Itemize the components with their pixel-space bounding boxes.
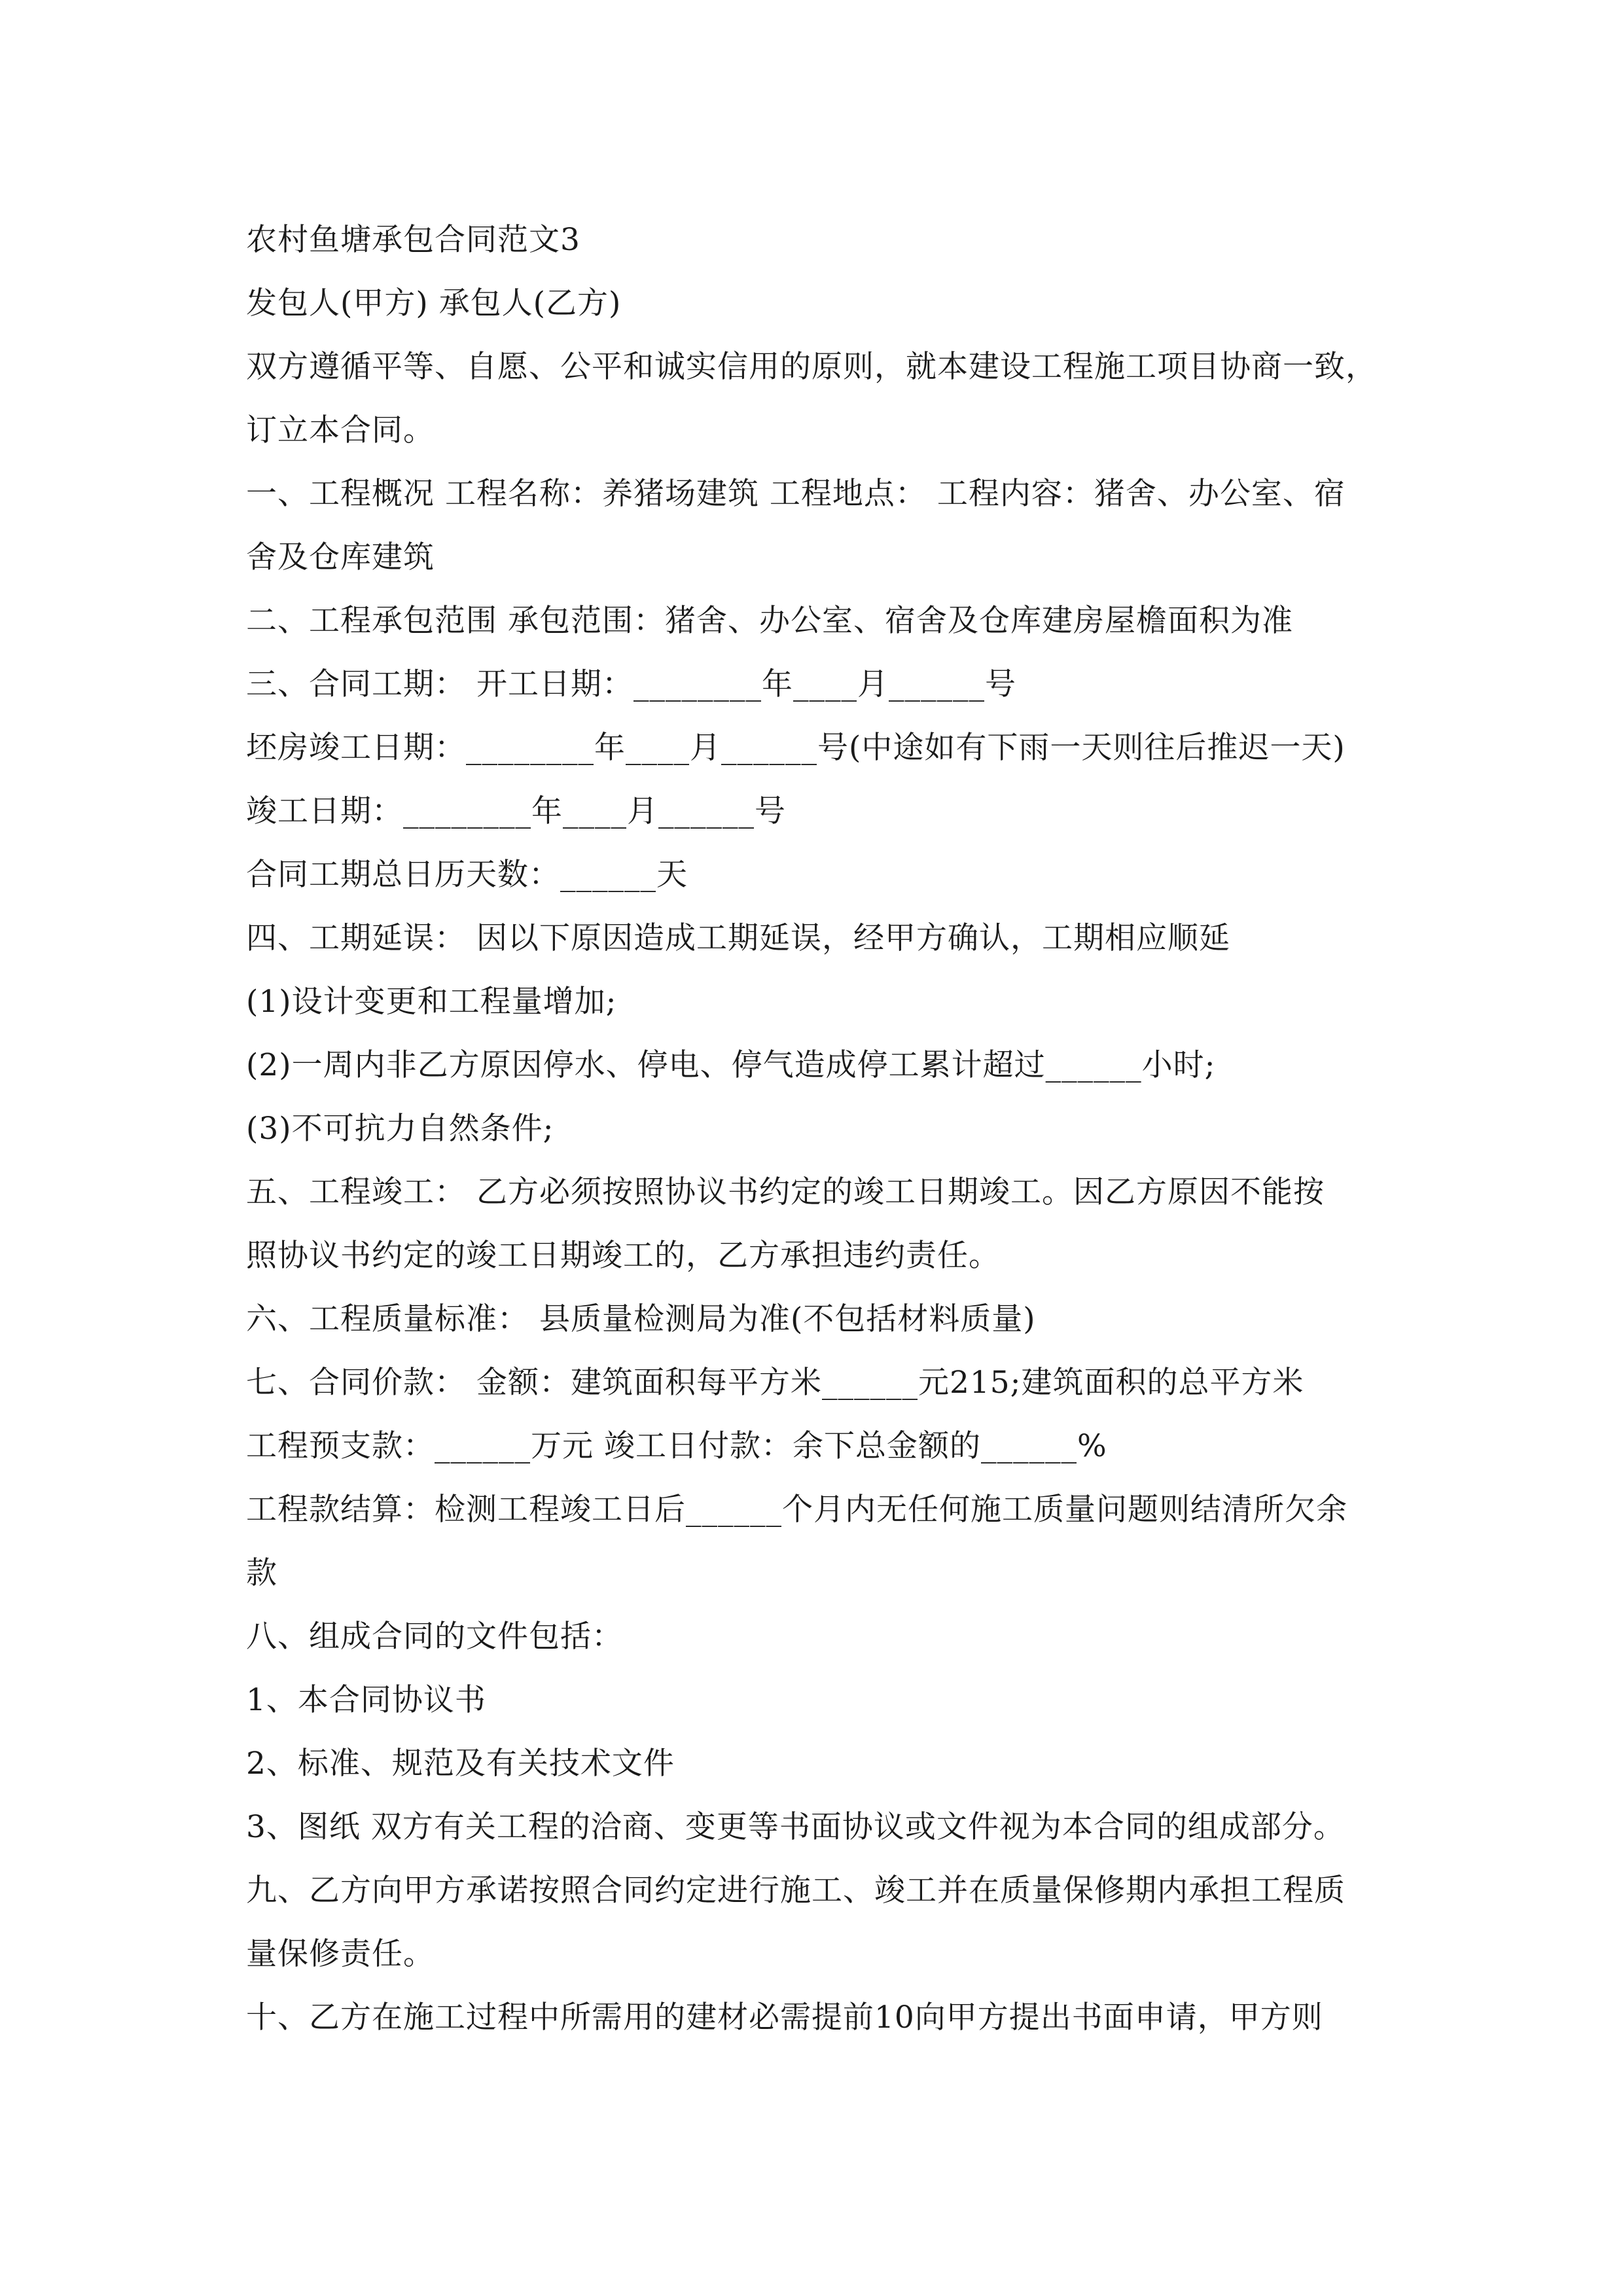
list-item: 3、图纸 双方有关工程的洽商、变更等书面协议或文件视为本合同的组成部分。: [246, 1809, 1345, 1845]
list-item: 2、标准、规范及有关技术文件: [246, 1746, 675, 1782]
clause-line: 八、组成合同的文件包括：: [246, 1619, 623, 1655]
clause-line: 七、合同价款： 金额：建筑面积每平方米______元215;建筑面积的总平方米: [246, 1365, 1304, 1401]
clause-line: 款: [246, 1555, 277, 1591]
document-body: [246, 208, 1431, 2049]
list-item: (3)不可抗力自然条件;: [246, 1111, 554, 1147]
list-item: (1)设计变更和工程量增加;: [246, 984, 617, 1020]
clause-line: 一、工程概况 工程名称：养猪场建筑 工程地点： 工程内容：猪舍、办公室、宿: [246, 476, 1346, 512]
clause-line: 坯房竣工日期：________年____月______号(中途如有下雨一天则往后推迟一天): [246, 730, 1346, 766]
parties-line: 发包人(甲方) 承包人(乙方): [246, 285, 622, 321]
clause-line: 三、合同工期： 开工日期：________年____月______号: [246, 666, 1016, 702]
clause-line: 二、工程承包范围 承包范围：猪舍、办公室、宿舍及仓库建房屋檐面积为准: [246, 603, 1293, 639]
clause-line: 工程款结算：检测工程竣工日后______个月内无任何施工质量问题则结清所欠余: [246, 1492, 1347, 1528]
clause-line: 五、工程竣工： 乙方必须按照协议书约定的竣工日期竣工。因乙方原因不能按: [246, 1174, 1325, 1210]
clause-line: 竣工日期：________年____月______号: [246, 793, 786, 829]
clause-line: 舍及仓库建筑: [246, 539, 435, 575]
clause-line: 四、工期延误： 因以下原因造成工期延误，经甲方确认，工期相应顺延: [246, 920, 1230, 956]
clause-line: 合同工期总日历天数：______天: [246, 857, 688, 893]
clause-line: 照协议书约定的竣工日期竣工的，乙方承担违约责任。: [246, 1238, 1000, 1274]
preamble-line: 双方遵循平等、自愿、公平和诚实信用的原则，就本建设工程施工项目协商一致，: [246, 349, 1377, 385]
list-item: 1、本合同协议书: [246, 1682, 486, 1718]
preamble-line: 订立本合同。: [246, 412, 435, 448]
clause-line: 六、工程质量标准： 县质量检测局为准(不包括材料质量): [246, 1301, 1036, 1337]
document-title: 农村鱼塘承包合同范文3: [246, 222, 580, 258]
clause-line: 九、乙方向甲方承诺按照合同约定进行施工、竣工并在质量保修期内承担工程质: [246, 1873, 1346, 1909]
clause-line: 工程预支款：______万元 竣工日付款：余下总金额的______%: [246, 1428, 1107, 1464]
list-item: (2)一周内非乙方原因停水、停电、停气造成停工累计超过______小时;: [246, 1047, 1216, 1083]
clause-line: 量保修责任。: [246, 1936, 435, 1972]
clause-line: 十、乙方在施工过程中所需用的建材必需提前10向甲方提出书面申请，甲方则: [246, 2000, 1323, 2036]
